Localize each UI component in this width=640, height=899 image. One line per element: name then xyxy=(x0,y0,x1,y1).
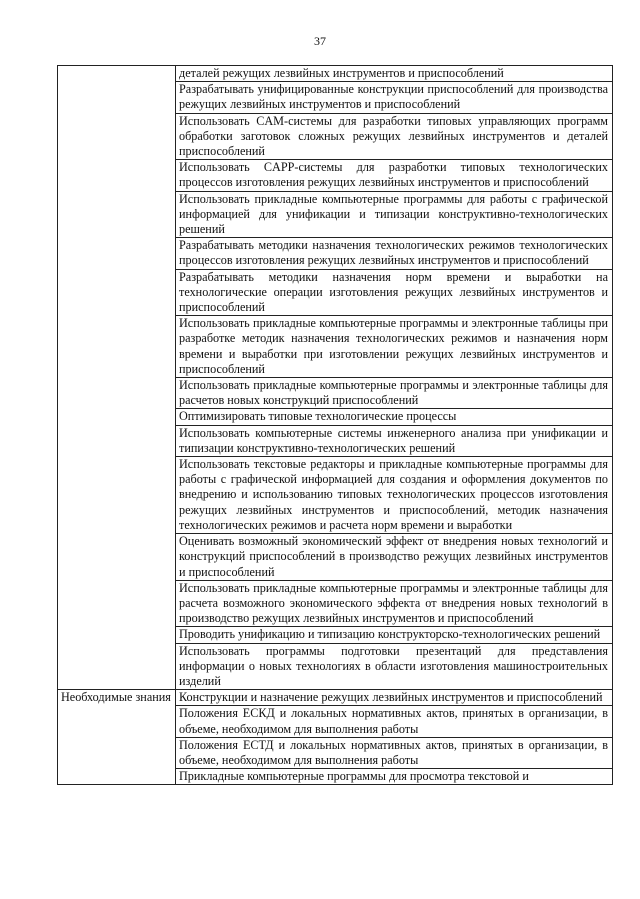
row-text: Проводить унификацию и типизацию конструкторско-технологических решений xyxy=(176,627,613,643)
row-text: Использовать программы подготовки презентаций для представления информации о новых технологиях в области изготовления машиностроительных изделий xyxy=(176,643,613,690)
row-text: Использовать CAPP-системы для разработки типовых технологических процессов изготовления режущих лезвийных инструментов и приспособлений xyxy=(176,160,613,191)
skills-knowledge-table xyxy=(57,65,613,785)
row-text: Использовать прикладные компьютерные программы и электронные таблицы для расчетов новых конструкций приспособлений xyxy=(176,378,613,409)
row-text: Прикладные компьютерные программы для просмотра текстовой и xyxy=(176,769,613,785)
row-text: Оптимизировать типовые технологические процессы xyxy=(176,409,613,425)
row-text: Положения ЕСТД и локальных нормативных актов, принятых в организации, в объеме, необходимом для выполнения работы xyxy=(176,737,613,768)
row-text: деталей режущих лезвийных инструментов и приспособлений xyxy=(176,66,613,82)
row-text: Разрабатывать методики назначения технологических режимов технологических процессов изготовления режущих лезвийных инструментов и приспособлений xyxy=(176,238,613,269)
row-text: Разрабатывать унифицированные конструкции приспособлений для производства режущих лезвийных инструментов и приспособлений xyxy=(176,82,613,113)
row-text: Использовать CAM-системы для разработки типовых управляющих программ обработки заготовок сложных режущих лезвийных инструментов и деталей приспособлений xyxy=(176,113,613,160)
row-text: Использовать прикладные компьютерные программы и электронные таблицы для расчета возможного экономического эффекта от внедрения новых технологий в производство режущих лезвийных инструментов и приспособлений xyxy=(176,580,613,627)
row-text: Использовать текстовые редакторы и прикладные компьютерные программы для работы с графической информацией для создания и оформления документов по внедрению и использованию типовых технологических процессов изготовления режущих лезвийных инструментов и приспособлений, методик назначения технологических режимов и расчета норм времени и выработки xyxy=(176,457,613,534)
label-cell-knowledge xyxy=(58,690,176,785)
row-text: Использовать прикладные компьютерные программы для работы с графической информацией для унификации и типизации конструктивно-технологических решений xyxy=(176,191,613,238)
table-row xyxy=(58,690,613,706)
row-text: Использовать прикладные компьютерные программы и электронные таблицы при разработке методик назначения технологических режимов и назначения норм времени и выработки при изготовлении режущих лезвийных инструментов и приспособлений xyxy=(176,316,613,378)
row-text: Положения ЕСКД и локальных нормативных актов, принятых в организации, в объеме, необходимом для выполнения работы xyxy=(176,706,613,737)
row-text: Оценивать возможный экономический эффект от внедрения новых технологий и конструкций приспособлений в производство режущих лезвийных инструментов и приспособлений xyxy=(176,534,613,581)
label-cell-empty xyxy=(58,66,176,690)
row-text: Разрабатывать методики назначения норм времени и выработки на технологические операции изготовления режущих лезвийных инструментов и приспособлений xyxy=(176,269,613,316)
page-number: 37 xyxy=(314,34,326,48)
row-text: Конструкции и назначение режущих лезвийных инструментов и приспособлений xyxy=(176,690,613,706)
section-label-required-knowledge: Необходимые знания xyxy=(61,690,171,705)
row-text: Использовать компьютерные системы инженерного анализа при унификации и типизации конструктивно-технологических решений xyxy=(176,425,613,456)
table-row xyxy=(58,66,613,82)
